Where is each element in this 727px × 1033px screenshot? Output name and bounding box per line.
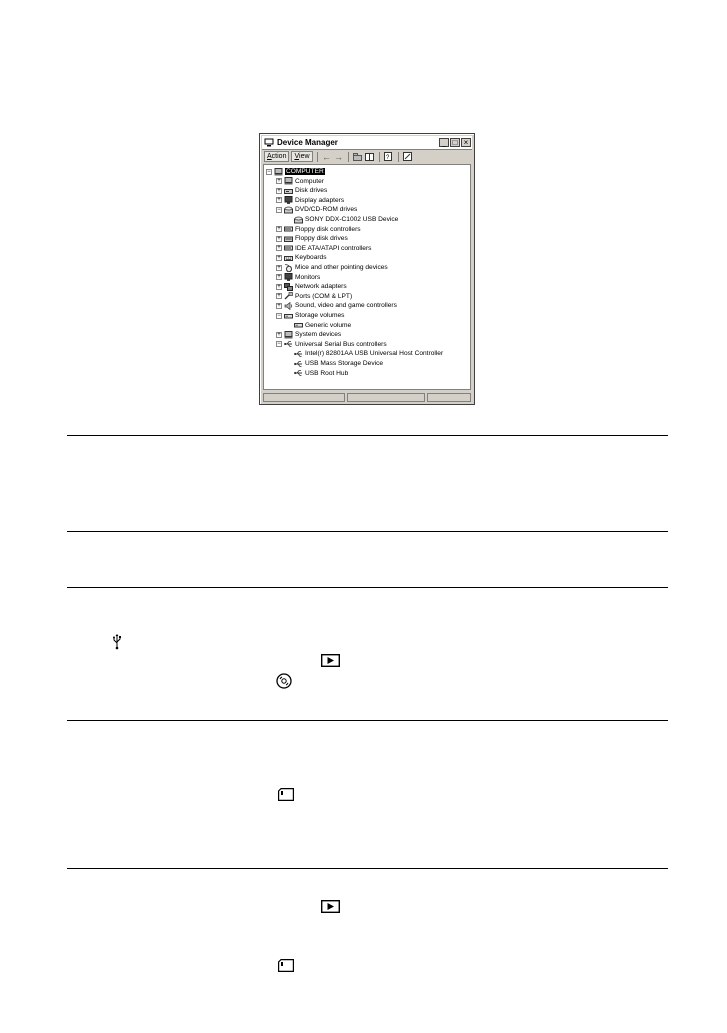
tree-item-label: Display adapters xyxy=(295,196,345,204)
collapse-minus-icon[interactable]: − xyxy=(267,168,271,175)
tree-item[interactable] xyxy=(276,273,320,282)
usb-icon xyxy=(284,340,293,348)
tree-item[interactable] xyxy=(276,186,327,195)
controller-icon xyxy=(284,244,293,252)
section-divider xyxy=(67,868,668,869)
expand-plus-icon[interactable]: + xyxy=(277,226,281,233)
computer-icon xyxy=(274,168,283,176)
tree-item[interactable] xyxy=(276,330,341,339)
tree-item[interactable] xyxy=(286,369,348,378)
tree-item[interactable] xyxy=(266,167,325,176)
device-tree[interactable] xyxy=(263,164,471,390)
mouse-icon xyxy=(284,264,293,272)
expand-plus-icon[interactable]: + xyxy=(277,274,281,281)
tree-item-label: Floppy disk drives xyxy=(295,235,348,243)
show-hide-tree-icon[interactable] xyxy=(365,152,375,162)
tree-item[interactable] xyxy=(276,253,327,262)
expand-plus-icon[interactable]: + xyxy=(277,197,281,204)
svg-text:?: ? xyxy=(386,155,390,161)
memory-card-icon xyxy=(278,788,294,801)
device-manager-window xyxy=(259,133,475,405)
properties-icon[interactable] xyxy=(384,152,394,162)
cdrom-icon xyxy=(284,206,293,214)
tree-item-label: Sound, video and game controllers xyxy=(295,302,397,310)
device-manager-icon xyxy=(264,138,274,147)
minimize-button[interactable]: _ xyxy=(439,138,449,147)
tree-item-label: Storage volumes xyxy=(295,312,345,319)
play-icon xyxy=(321,900,340,913)
toolbar-separator xyxy=(379,152,380,162)
expand-plus-icon[interactable]: + xyxy=(277,302,281,309)
tree-item-label: Universal Serial Bus controllers xyxy=(295,340,387,348)
port-icon xyxy=(284,292,293,300)
section-divider xyxy=(67,720,668,721)
usb-icon xyxy=(112,634,122,650)
floppy-icon xyxy=(284,235,293,243)
sound-icon xyxy=(284,302,293,310)
controller-icon xyxy=(284,225,293,233)
tree-item[interactable] xyxy=(276,311,344,320)
expand-plus-icon[interactable]: + xyxy=(277,178,281,185)
section-divider xyxy=(67,435,668,436)
tree-item-label: Network adapters xyxy=(295,283,347,291)
section-divider xyxy=(67,587,668,588)
memory-card-icon xyxy=(278,959,294,972)
computer-icon xyxy=(284,177,293,185)
usb-icon xyxy=(294,350,303,358)
toolbar xyxy=(262,150,472,163)
collapse-minus-icon[interactable]: − xyxy=(277,341,281,348)
disc-icon xyxy=(276,673,292,689)
expand-plus-icon[interactable]: + xyxy=(277,283,281,290)
computer-icon xyxy=(284,331,293,339)
action-menu-mnemonic: A xyxy=(267,153,272,160)
section-divider xyxy=(67,531,668,532)
view-menu-label: iew xyxy=(299,153,310,160)
tree-item[interactable] xyxy=(286,359,383,368)
expand-plus-icon[interactable]: + xyxy=(277,264,281,271)
toolbar-separator xyxy=(317,152,318,162)
tree-item[interactable] xyxy=(276,196,344,205)
tree-item[interactable] xyxy=(276,263,388,272)
status-cell xyxy=(263,393,345,402)
collapse-minus-icon[interactable]: − xyxy=(277,206,281,213)
cdrom-icon xyxy=(294,216,303,224)
tree-item-label: Generic volume xyxy=(305,321,352,329)
status-bar xyxy=(263,393,471,402)
expand-plus-icon[interactable]: + xyxy=(277,254,281,261)
scan-hardware-icon[interactable] xyxy=(403,152,413,162)
tree-item-label: Mice and other pointing devices xyxy=(295,264,388,271)
tree-item[interactable] xyxy=(276,244,371,253)
expand-plus-icon[interactable]: + xyxy=(277,331,281,338)
action-menu[interactable] xyxy=(264,151,289,162)
collapse-minus-icon[interactable]: − xyxy=(277,312,281,319)
expand-plus-icon[interactable]: + xyxy=(277,293,281,300)
view-menu[interactable] xyxy=(291,151,312,162)
tree-item[interactable] xyxy=(276,234,348,243)
tree-item-label: COMPUTER xyxy=(286,168,324,175)
tree-item-label: DVD/CD-ROM drives xyxy=(295,206,358,214)
storage-icon xyxy=(294,321,303,329)
tree-item[interactable] xyxy=(276,177,324,186)
window-title: Device Manager xyxy=(277,138,338,147)
tree-item[interactable] xyxy=(286,321,351,330)
tree-item-label: Computer xyxy=(295,177,324,185)
expand-plus-icon[interactable]: + xyxy=(277,235,281,242)
tree-item-label: IDE ATA/ATAPI controllers xyxy=(295,244,372,252)
tree-item-label: Floppy disk controllers xyxy=(295,225,361,233)
expand-plus-icon[interactable]: + xyxy=(277,187,281,194)
tree-item-label: USB Root Hub xyxy=(305,369,349,377)
disk-drive-icon xyxy=(284,187,293,195)
tree-item-label: Keyboards xyxy=(295,254,327,262)
tree-item-label: Ports (COM & LPT) xyxy=(295,292,353,300)
tree-item[interactable] xyxy=(286,349,443,358)
network-icon xyxy=(284,283,293,291)
tree-item-label: Disk drives xyxy=(295,187,328,195)
view-menu-mnemonic: V xyxy=(294,153,300,160)
tree-item-label: Monitors xyxy=(295,273,321,281)
tree-item[interactable] xyxy=(276,301,397,310)
tree-item-label: SONY DDX-C1002 USB Device xyxy=(305,216,399,223)
usb-icon xyxy=(294,360,303,368)
toolbar-separator xyxy=(398,152,399,162)
monitor-icon xyxy=(284,196,293,204)
up-folder-icon[interactable] xyxy=(353,152,363,162)
status-cell xyxy=(347,393,425,402)
usb-icon xyxy=(294,369,303,377)
forward-arrow-icon[interactable]: → xyxy=(334,151,344,162)
tree-item-label: USB Mass Storage Device xyxy=(305,360,384,367)
tree-item[interactable] xyxy=(276,292,352,301)
tree-item[interactable] xyxy=(276,340,387,349)
monitor-icon xyxy=(284,273,293,281)
close-button[interactable]: × xyxy=(461,138,471,147)
tree-item[interactable] xyxy=(286,215,398,224)
tree-item-label: System devices xyxy=(295,331,342,339)
storage-icon xyxy=(284,312,293,320)
expand-plus-icon[interactable]: + xyxy=(277,245,281,252)
back-arrow-icon[interactable]: ← xyxy=(322,151,332,162)
tree-item[interactable] xyxy=(276,282,347,291)
tree-item-label: Intel(r) 82801AA USB Universal Host Controller xyxy=(305,350,444,358)
tree-item[interactable] xyxy=(276,205,357,214)
maximize-button[interactable]: □ xyxy=(450,138,460,147)
toolbar-separator xyxy=(348,152,349,162)
title-bar[interactable] xyxy=(262,136,472,150)
keyboard-icon xyxy=(284,254,293,262)
status-cell xyxy=(427,393,471,402)
tree-item[interactable] xyxy=(276,225,361,234)
action-menu-label: ction xyxy=(271,153,287,160)
play-icon xyxy=(321,654,340,667)
